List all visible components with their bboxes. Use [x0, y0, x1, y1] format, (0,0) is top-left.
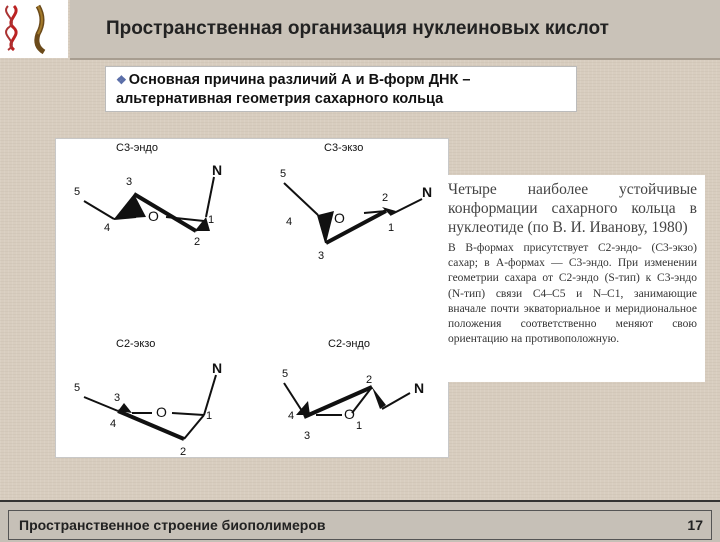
diagram-4-label-n: N: [414, 380, 425, 396]
diagram-4-label-5: 5: [282, 368, 289, 380]
diagram-2-label-3: 3: [318, 250, 325, 262]
diagram-1-label-2: 2: [194, 236, 201, 248]
diagram-3-label-2: 2: [180, 446, 187, 457]
diagram-c3-exo: [284, 183, 422, 243]
diagram-2-label-n: N: [422, 184, 433, 200]
diagram-3-label-1: 1: [206, 410, 213, 422]
diagram-2-label-o: O: [334, 210, 345, 226]
footer-text: Пространственное строение биополимеров: [19, 517, 326, 533]
subtitle: [116, 71, 576, 109]
diagram-1-label-1: 1: [208, 214, 215, 226]
diagram-2-title: С3-экзо: [324, 142, 364, 154]
diagram-2-label-1: 1: [388, 222, 395, 234]
diagram-1-label-3: 3: [126, 176, 133, 188]
diagram-1-label-n: N: [212, 162, 223, 178]
page-title: Пространственная организация нуклеиновых кислот: [106, 18, 609, 39]
diagram-4-label-3: 3: [304, 430, 311, 442]
logo: [0, 0, 68, 58]
diagram-1-label-o: O: [148, 208, 159, 224]
diagram-2-label-2: 2: [382, 192, 389, 204]
subtitle-box: [105, 66, 577, 112]
diagram-3-label-3: 3: [114, 392, 121, 404]
description-body: В B-формах присутствует С2-эндо- (С3-экзо) сахар; в A-формах — С3-эндо. При изменении геометрии сахара от С2-эндо (S-тип) к С3-эндо (N-тип) связи С4–С5 и N–C1, занимающие вначале почти экваториальное и меридиональное положения соответственно меняют свою ориентацию на противоположную.: [448, 242, 697, 346]
conformation-diagrams: [55, 138, 449, 458]
diagram-1-label-5: 5: [74, 186, 81, 198]
diagram-4-label-4: 4: [288, 410, 295, 422]
diagram-1-label-4: 4: [104, 222, 111, 234]
diagram-4-label-2: 2: [366, 374, 373, 386]
sugar-ring-diagrams: [56, 139, 448, 457]
diagram-3-label-n: N: [212, 360, 223, 376]
subtitle-line-2: альтернативная геометрия сахарного кольца: [116, 91, 444, 107]
bullet-icon: ❖: [116, 73, 127, 87]
diagram-1-title: С3-эндо: [116, 142, 158, 154]
diagram-3-label-o: O: [156, 404, 167, 420]
diagram-c2-exo: [84, 375, 216, 439]
description-panel: [440, 175, 705, 382]
diagram-2-label-4: 4: [286, 216, 293, 228]
diagram-4-label-o: O: [344, 406, 355, 422]
description-lead: Четыре наиболее устойчивые конформации сахарного кольца в нуклеотиде (по В. И. Иванову, 1980): [448, 181, 697, 236]
footer: [0, 500, 720, 542]
footer-frame: [8, 510, 712, 540]
diagram-4-title: С2-эндо: [328, 338, 370, 350]
diagram-3-title: С2-экзо: [116, 338, 156, 350]
diagram-2-label-5: 5: [280, 168, 287, 180]
dna-helix-logo-icon: [0, 0, 68, 58]
title-bar: [70, 0, 720, 60]
diagram-3-label-4: 4: [110, 418, 117, 430]
page-number: 17: [687, 517, 703, 533]
subtitle-line-1: Основная причина различий А и В-форм ДНК –: [128, 72, 471, 88]
diagram-4-label-1: 1: [356, 420, 363, 432]
diagram-3-label-5: 5: [74, 382, 81, 394]
